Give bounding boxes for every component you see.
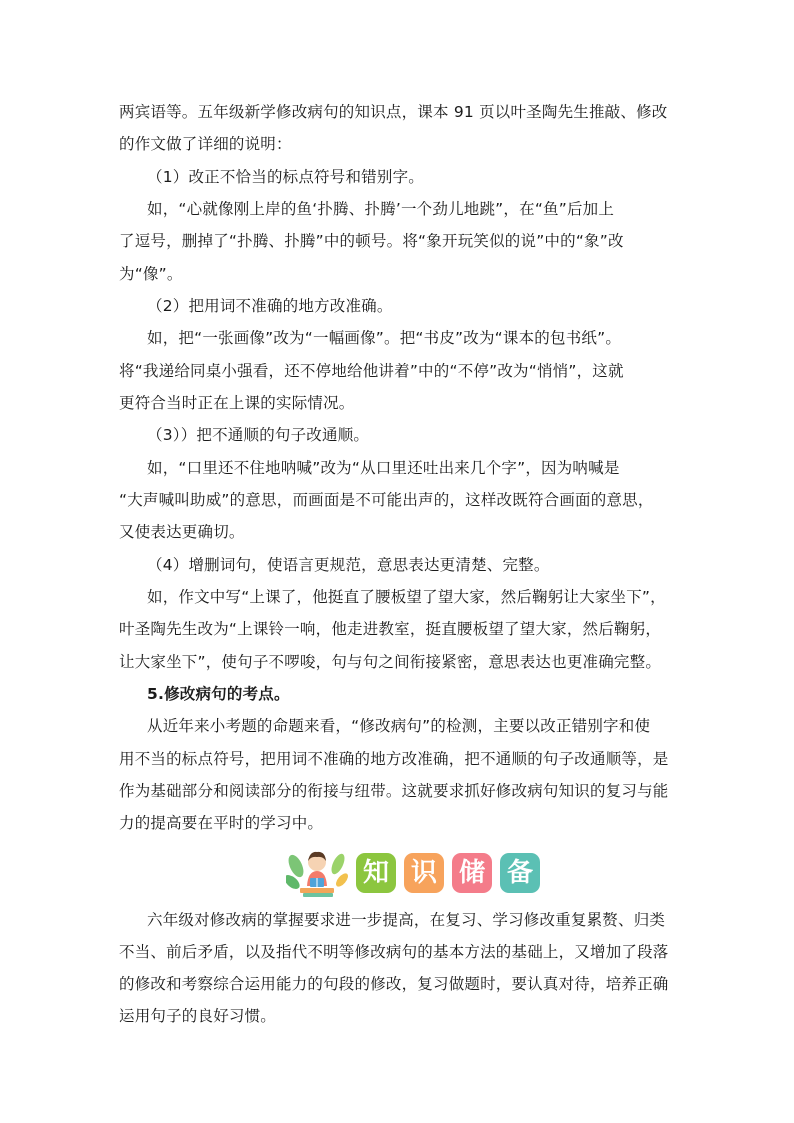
reading-child-illustration-icon	[286, 846, 348, 898]
list-heading-4: （4）增删词句，使语言更规范，意思表达更清楚、完整。	[147, 556, 550, 574]
paragraph-line: 又使表达更确切。	[119, 523, 245, 541]
paragraph-line: 从近年来小考题的命题来看，“修改病句”的检测，主要以改正错别字和使	[147, 717, 651, 735]
closing-line: 运用句子的良好习惯。	[119, 1007, 277, 1025]
paragraph-line: 叶圣陶先生改为“上课铃一响，他走进教室，挺直腰板望了望大家，然后鞠躬，	[119, 620, 662, 638]
paragraph-line: 了逗号，删掉了“扑腾、扑腾”中的顿号。将“象开玩笑似的说”中的“象”改	[119, 232, 624, 250]
closing-line: 不当、前后矛盾，以及指代不明等修改病句的基本方法的基础上，又增加了段落	[119, 943, 669, 961]
paragraph-line: 更符合当时正在上课的实际情况。	[119, 394, 355, 412]
paragraph-line: 用不当的标点符号，把用词不准确的地方改准确，把不通顺的句子改通顺等，是	[119, 750, 669, 768]
paragraph-line: 如，把“一张画像”改为“一幅画像”。把“书皮”改为“课本的包书纸”。	[147, 329, 622, 347]
section-heading: 5.修改病句的考点。	[147, 685, 290, 703]
paragraph-line: “大声喊叫助威”的意思，而画面是不可能出声的，这样改既符合画面的意思，	[119, 491, 654, 509]
banner-tile-zhi: 知	[356, 853, 396, 893]
closing-line: 的修改和考察综合运用能力的句段的修改，复习做题时，要认真对待，培养正确	[119, 975, 669, 993]
paragraph-line: 如，“口里还不住地呐喊”改为“从口里还吐出来几个字”，因为呐喊是	[147, 459, 620, 477]
knowledge-reserve-banner	[286, 846, 548, 900]
paragraph-line: 两宾语等。五年级新学修改病句的知识点，课本 91 页以叶圣陶先生推敲、修改	[119, 103, 668, 121]
closing-line: 六年级对修改病的掌握要求进一步提高，在复习、学习修改重复累赘、归类	[147, 911, 666, 929]
banner-tile-shi: 识	[404, 853, 444, 893]
paragraph-line: 如，作文中写“上课了，他挺直了腰板望了望大家，然后鞠躬让大家坐下”，	[147, 588, 666, 606]
paragraph-line: 作为基础部分和阅读部分的衔接与纽带。这就要求抓好修改病句知识的复习与能	[119, 782, 669, 800]
list-heading-3: （3））把不通顺的句子改通顺。	[147, 426, 370, 444]
banner-tile-chu: 储	[452, 853, 492, 893]
list-heading-2: （2）把用词不准确的地方改准确。	[147, 297, 393, 315]
paragraph-line: 为“像”。	[119, 265, 183, 283]
paragraph-line: 的作文做了详细的说明：	[119, 135, 292, 153]
paragraph-line: 让大家坐下”，使句子不啰唆，句与句之间衔接紧密，意思表达也更准确完整。	[119, 653, 662, 671]
list-heading-1: （1）改正不恰当的标点符号和错别字。	[147, 168, 424, 186]
paragraph-line: 力的提高要在平时的学习中。	[119, 814, 324, 832]
paragraph-line: 将“我递给同桌小强看，还不停地给他讲着”中的“不停”改为“悄悄”，这就	[119, 362, 624, 380]
paragraph-line: 如，“心就像刚上岸的鱼‘扑腾、扑腾’一个劲儿地跳”，在“鱼”后加上	[147, 200, 615, 218]
banner-tile-bei: 备	[500, 853, 540, 893]
